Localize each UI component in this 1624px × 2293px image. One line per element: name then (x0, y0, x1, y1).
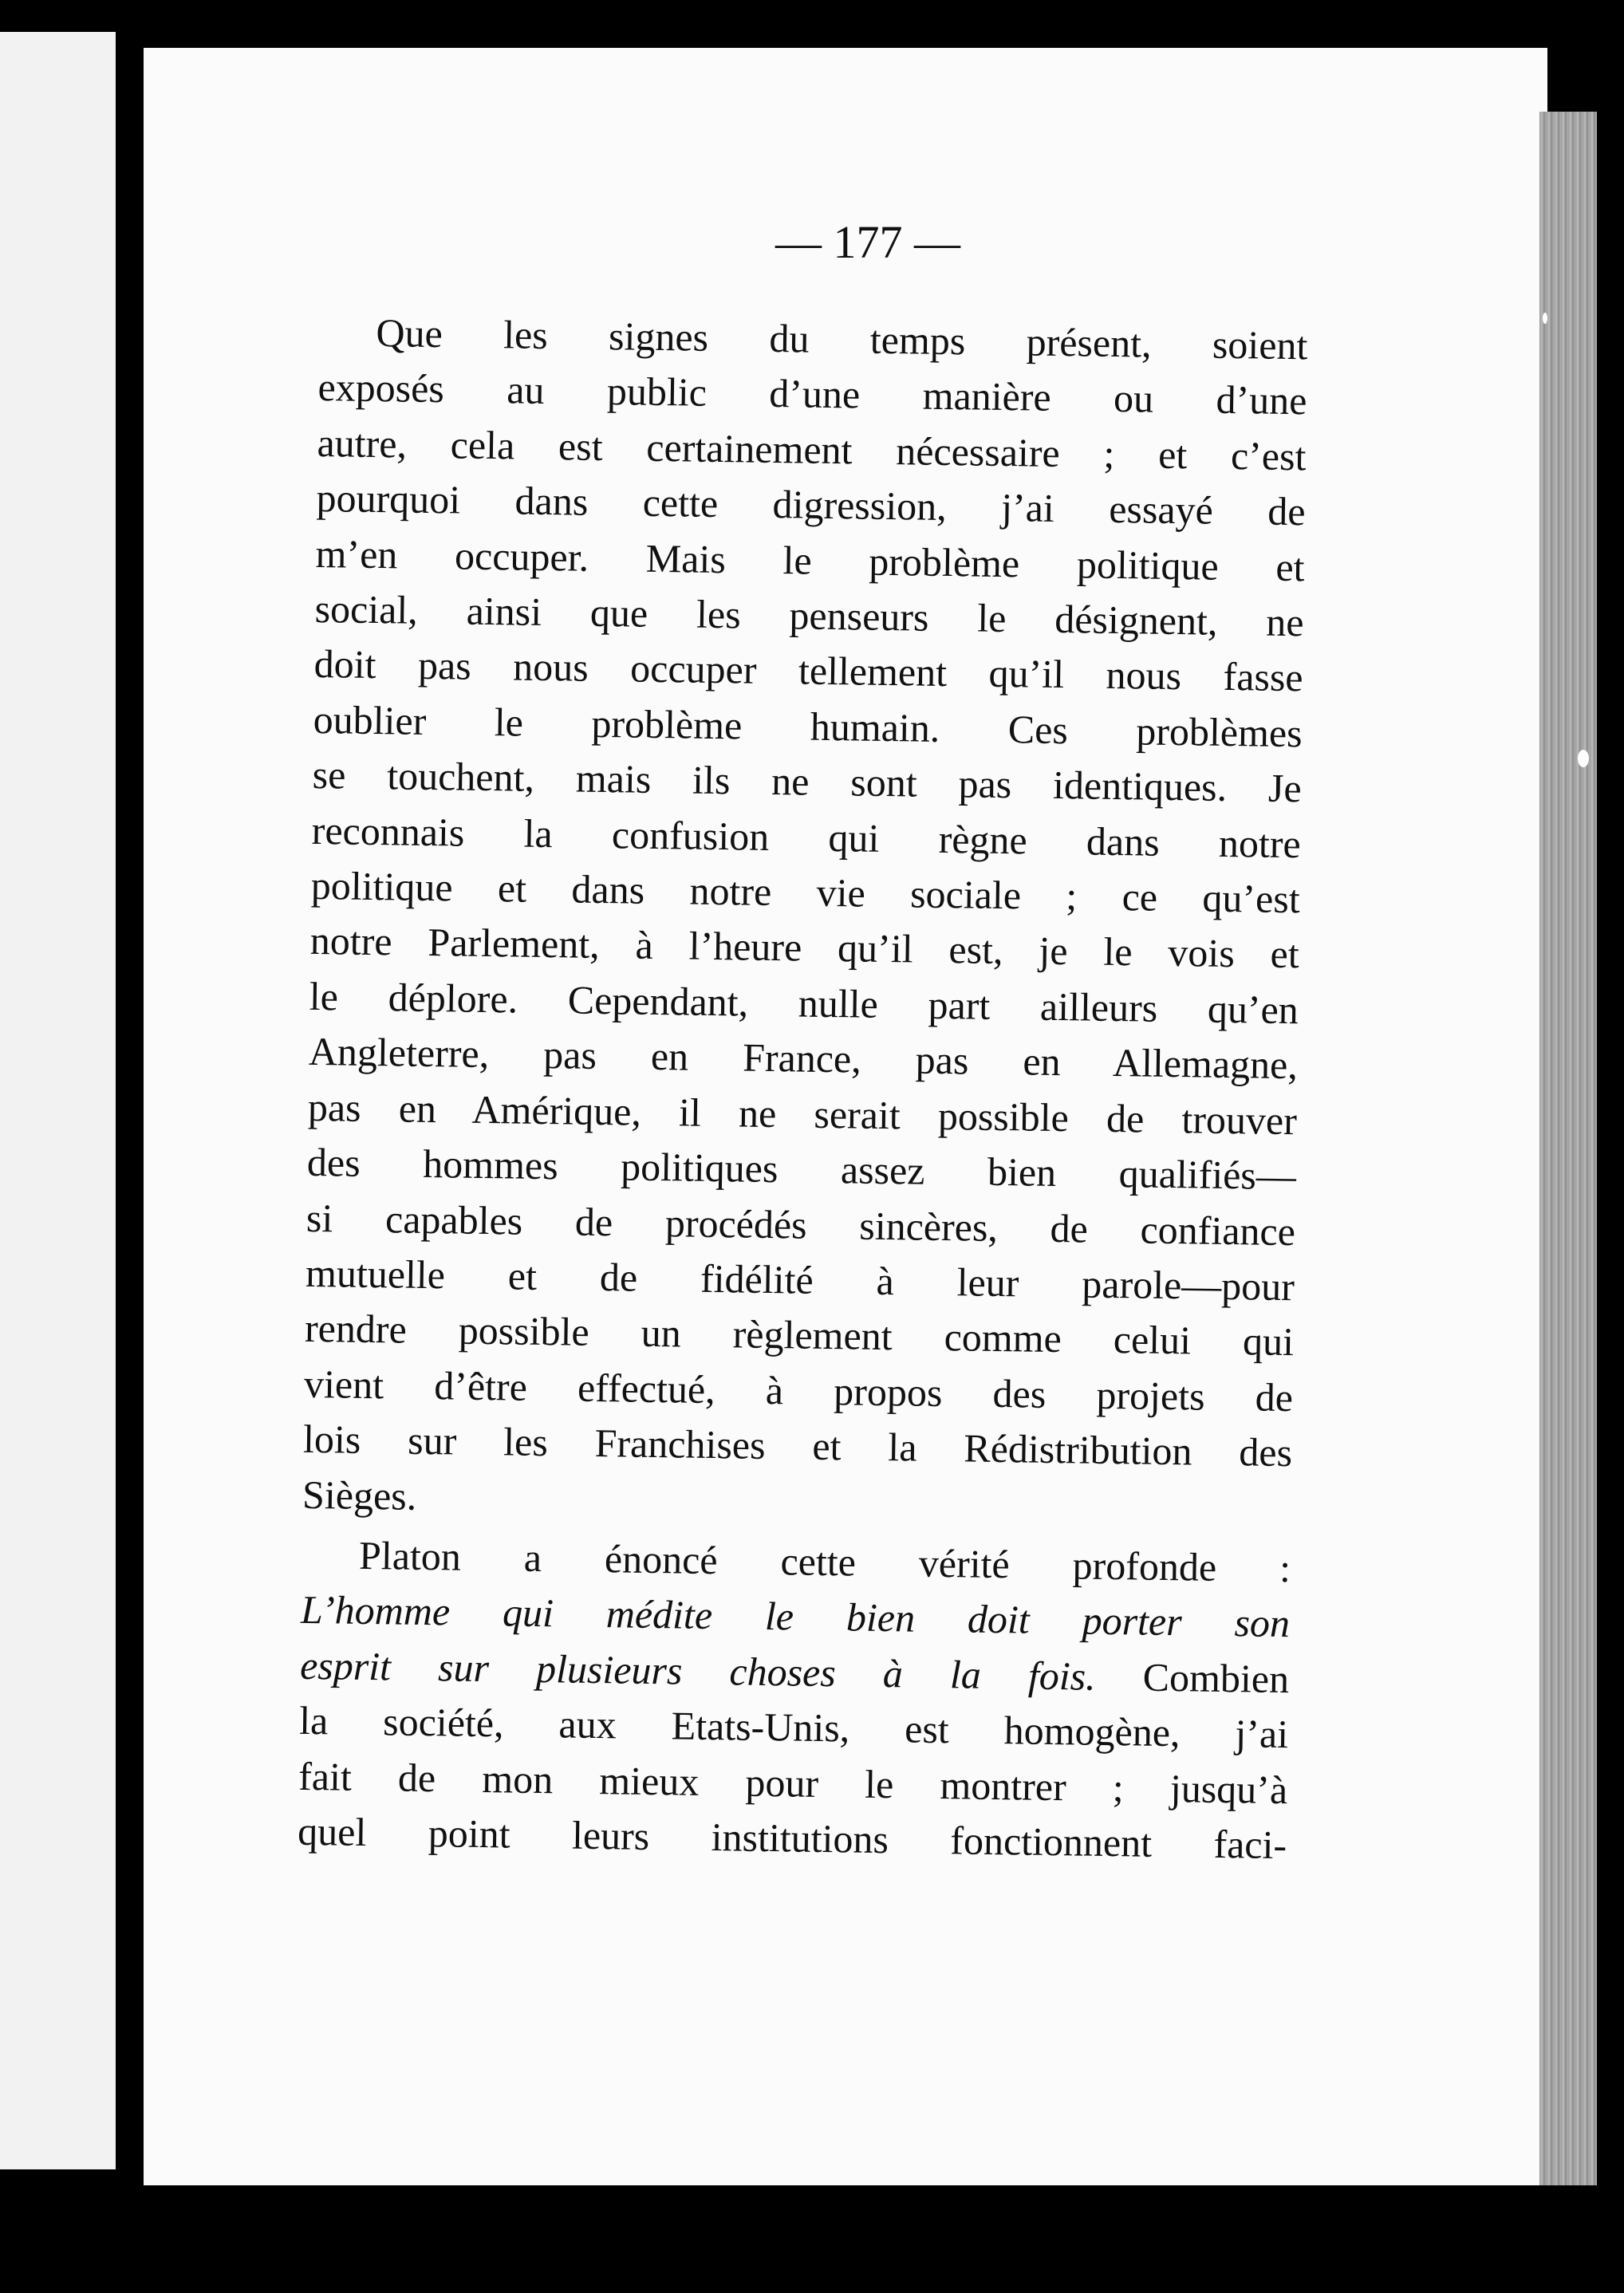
dust-speck (1578, 750, 1589, 767)
text-line: rendre possible un règlement comme celui qui (304, 1306, 1295, 1365)
paragraph-1 (302, 305, 1308, 1536)
text-line: social, ainsi que les penseurs le désignent, ne (314, 585, 1304, 645)
text-line: fait de mon mieux pour le montrer ; jusqu’à (298, 1753, 1288, 1812)
text-fragment: Combien (1142, 1654, 1290, 1701)
page-stack-edge (1539, 112, 1597, 2201)
body-text (298, 305, 1308, 1873)
text-line: Sièges. (302, 1472, 417, 1519)
text-line: pas en Amérique, il ne serait possible de trouver (307, 1084, 1298, 1143)
scan-border-bottom (144, 2185, 1603, 2293)
text-line: exposés au public d’une manière ou d’une (317, 364, 1307, 424)
text-line: vient d’être effectué, à propos des projets de (303, 1361, 1294, 1420)
previous-page-edge (0, 32, 116, 2169)
text-line: Platon a énoncé cette vérité profonde : (358, 1532, 1291, 1591)
dust-speck (1543, 313, 1547, 324)
text-line: le déplore. Cependant, nulle part ailleurs qu’en (309, 973, 1299, 1033)
text-line: doit pas nous occuper tellement qu’il nous fasse (313, 641, 1303, 700)
italic-quote-end: esprit sur plusieurs choses à la fois. (299, 1642, 1097, 1699)
text-line: si capables de procédés sincères, de confiance (305, 1195, 1296, 1254)
book-gutter (116, 0, 144, 2293)
text-line: politique et dans notre vie sociale ; ce qu’est (310, 862, 1301, 922)
italic-quote-line: L’homme qui médite le bien doit porter son (300, 1587, 1291, 1646)
text-line: Angleterre, pas en France, pas en Allemagne, (308, 1029, 1299, 1088)
text-line: des hommes politiques assez bien qualifiés— (306, 1139, 1297, 1199)
text-line: se touchent, mais ils ne sont pas identiques. Je (312, 752, 1303, 811)
text-line: oublier le problème humain. Ces problèmes (313, 696, 1303, 756)
text-line: quel point leurs institutions fonctionnent faci- (297, 1808, 1287, 1868)
text-line: mutuelle et de fidélité à leur parole—pour (305, 1250, 1295, 1310)
text-line: Que les signes du temps présent, soient (376, 310, 1308, 368)
text-line: notre Parlement, à l’heure qu’il est, je le vois et (309, 918, 1300, 977)
text-line: reconnais la confusion qui règne dans notre (311, 807, 1302, 866)
text-line: autre, cela est certainement nécessaire ; et c’est (317, 420, 1307, 479)
text-line: la société, aux Etats-Unis, est homogène, j’ai (298, 1697, 1289, 1757)
text-line: lois sur les Franchises et la Rédistribution des (302, 1416, 1293, 1475)
paragraph-2 (298, 1527, 1291, 1873)
text-line: m’en occuper. Mais le problème politique et (315, 530, 1305, 589)
page-number: — 177 — (775, 216, 960, 268)
text-line: pourquoi dans cette digression, j’ai essayé de (316, 475, 1306, 534)
